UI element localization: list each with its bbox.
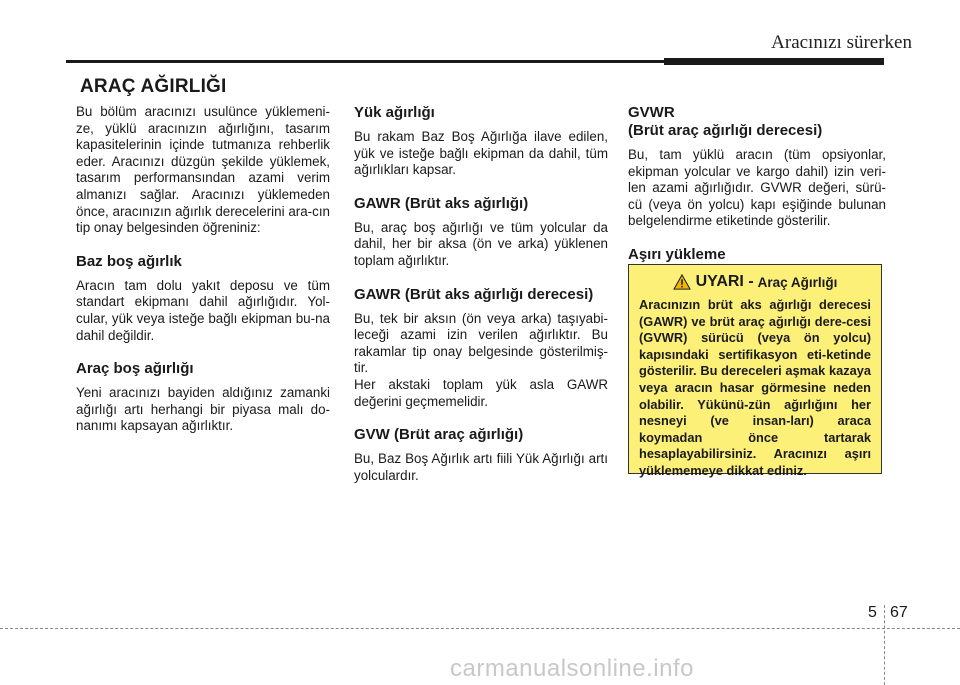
heading-gvwr-line2: (Brüt araç ağırlığı derecesi) <box>628 122 823 139</box>
paragraph-gvw: Bu, Baz Boş Ağırlık artı fiili Yük Ağırlığı artı yolculardır. <box>354 451 608 483</box>
page-number: 67 <box>890 604 908 621</box>
watermark: carmanualsonline.info <box>450 655 694 682</box>
heading-vehicle-curb-weight: Araç boş ağırlığı <box>76 360 194 378</box>
warning-label: UYARI - <box>695 273 754 290</box>
heading-cargo-weight: Yük ağırlığı <box>354 104 435 121</box>
paragraph-cargo-weight: Bu rakam Baz Boş Ağırlığa ilave edilen, yük ve isteğe bağlı ekipman da dahil, tüm ağırlıkları kapsar. <box>354 129 608 178</box>
paragraph-gaw: Bu, araç boş ağırlığı ve tüm yolcular da dahil, her bir aksa (ön ve arka) yüklenen toplam ağırlıktır. <box>354 219 608 268</box>
footer-rule <box>0 628 960 629</box>
paragraph-gvwr: Bu, tam yüklü aracın (tüm opsiyonlar, ekipman yolcular ve kargo dahil) izin veri-len azami ağırlığıdır. GVWR değeri, sürü-cü (veya ön yolcu) kapı eşiğinde bulunan belgelendirme etiketinde gösterilir. <box>628 147 886 229</box>
warning-title <box>639 273 871 291</box>
column-3 <box>628 104 886 271</box>
warning-body: Aracınızın brüt aks ağırlığı derecesi (GAWR) ve brüt araç ağırlığı dere-cesi (GVWR) sürücü (veya ön yolcu) kapısındaki sertifikasyon eti-ketinde gösterilir. Bu dereceleri aşmak kazaya veya aracın hasar görmesine neden olabilir. Yükünü-zün ağırlığını her nesneyi (ve insan-ları) araca koymadan önce tartarak hesaplayabilirsiniz. Aracınızı aşırı yüklememeye dikkat ediniz. <box>639 297 871 478</box>
header-rule-accent <box>664 58 884 65</box>
heading-gaw: GAWR (Brüt aks ağırlığı) <box>354 194 529 212</box>
warning-subtitle: Araç Ağırlığı <box>757 274 838 290</box>
heading-gvwr-line1: GVWR <box>628 104 675 121</box>
heading-gvw: GVW (Brüt araç ağırlığı) <box>354 426 524 444</box>
section-title: ARAÇ AĞIRLIĞI <box>80 76 227 97</box>
warning-box <box>628 264 882 478</box>
heading-overloading: Aşırı yükleme <box>628 245 726 263</box>
heading-base-curb-weight: Baz boş ağırlık <box>76 252 182 270</box>
intro-paragraph: Bu bölüm aracınızı usulünce yüklemeni-ze, yüklü aracınızın ağırlığını, tasarım kapasitelerinin içinde tutmanıza rehberlik eder. Aracınızı düzgün şekilde yüklemek, tasarım performansından azami verim almanızı sağlar. Aracınızı yüklemeden önce, aracınızın ağırlık derecelerini ara-cın tip onay belgesinden öğreniniz: <box>76 104 330 236</box>
paragraph-vehicle-curb-weight: Yeni aracınızı bayiden aldığınız zamanki ağırlığı artı herhangi bir piyasa malı do-nanımı kapsayan ağırlıktır. <box>76 385 330 434</box>
heading-gawr: GAWR (Brüt aks ağırlığı derecesi) <box>354 285 594 303</box>
heading-gvwr <box>628 104 886 140</box>
paragraph-gawr-limit: Her akstaki toplam yük asla GAWR değerini geçmemelidir. <box>354 376 608 409</box>
warning-triangle-icon <box>673 274 691 290</box>
chapter-title: Aracınızı sürerken <box>771 32 912 53</box>
column-1 <box>76 104 330 435</box>
column-2 <box>354 104 608 484</box>
paragraph-gawr: Bu, tek bir aksın (ön veya arka) taşıyabi-leceği azami izin verilen ağırlıktır. Bu rakamlar tip onay belgesinde gösterilmiş-tir. <box>354 310 608 376</box>
paragraph-base-curb-weight: Aracın tam dolu yakıt deposu ve tüm standart ekipmanı dahil ağırlığıdır. Yol-cular, yük veya isteğe bağlı ekipman bu-na dahil değildir. <box>76 277 330 343</box>
chapter-number: 5 <box>868 604 877 621</box>
